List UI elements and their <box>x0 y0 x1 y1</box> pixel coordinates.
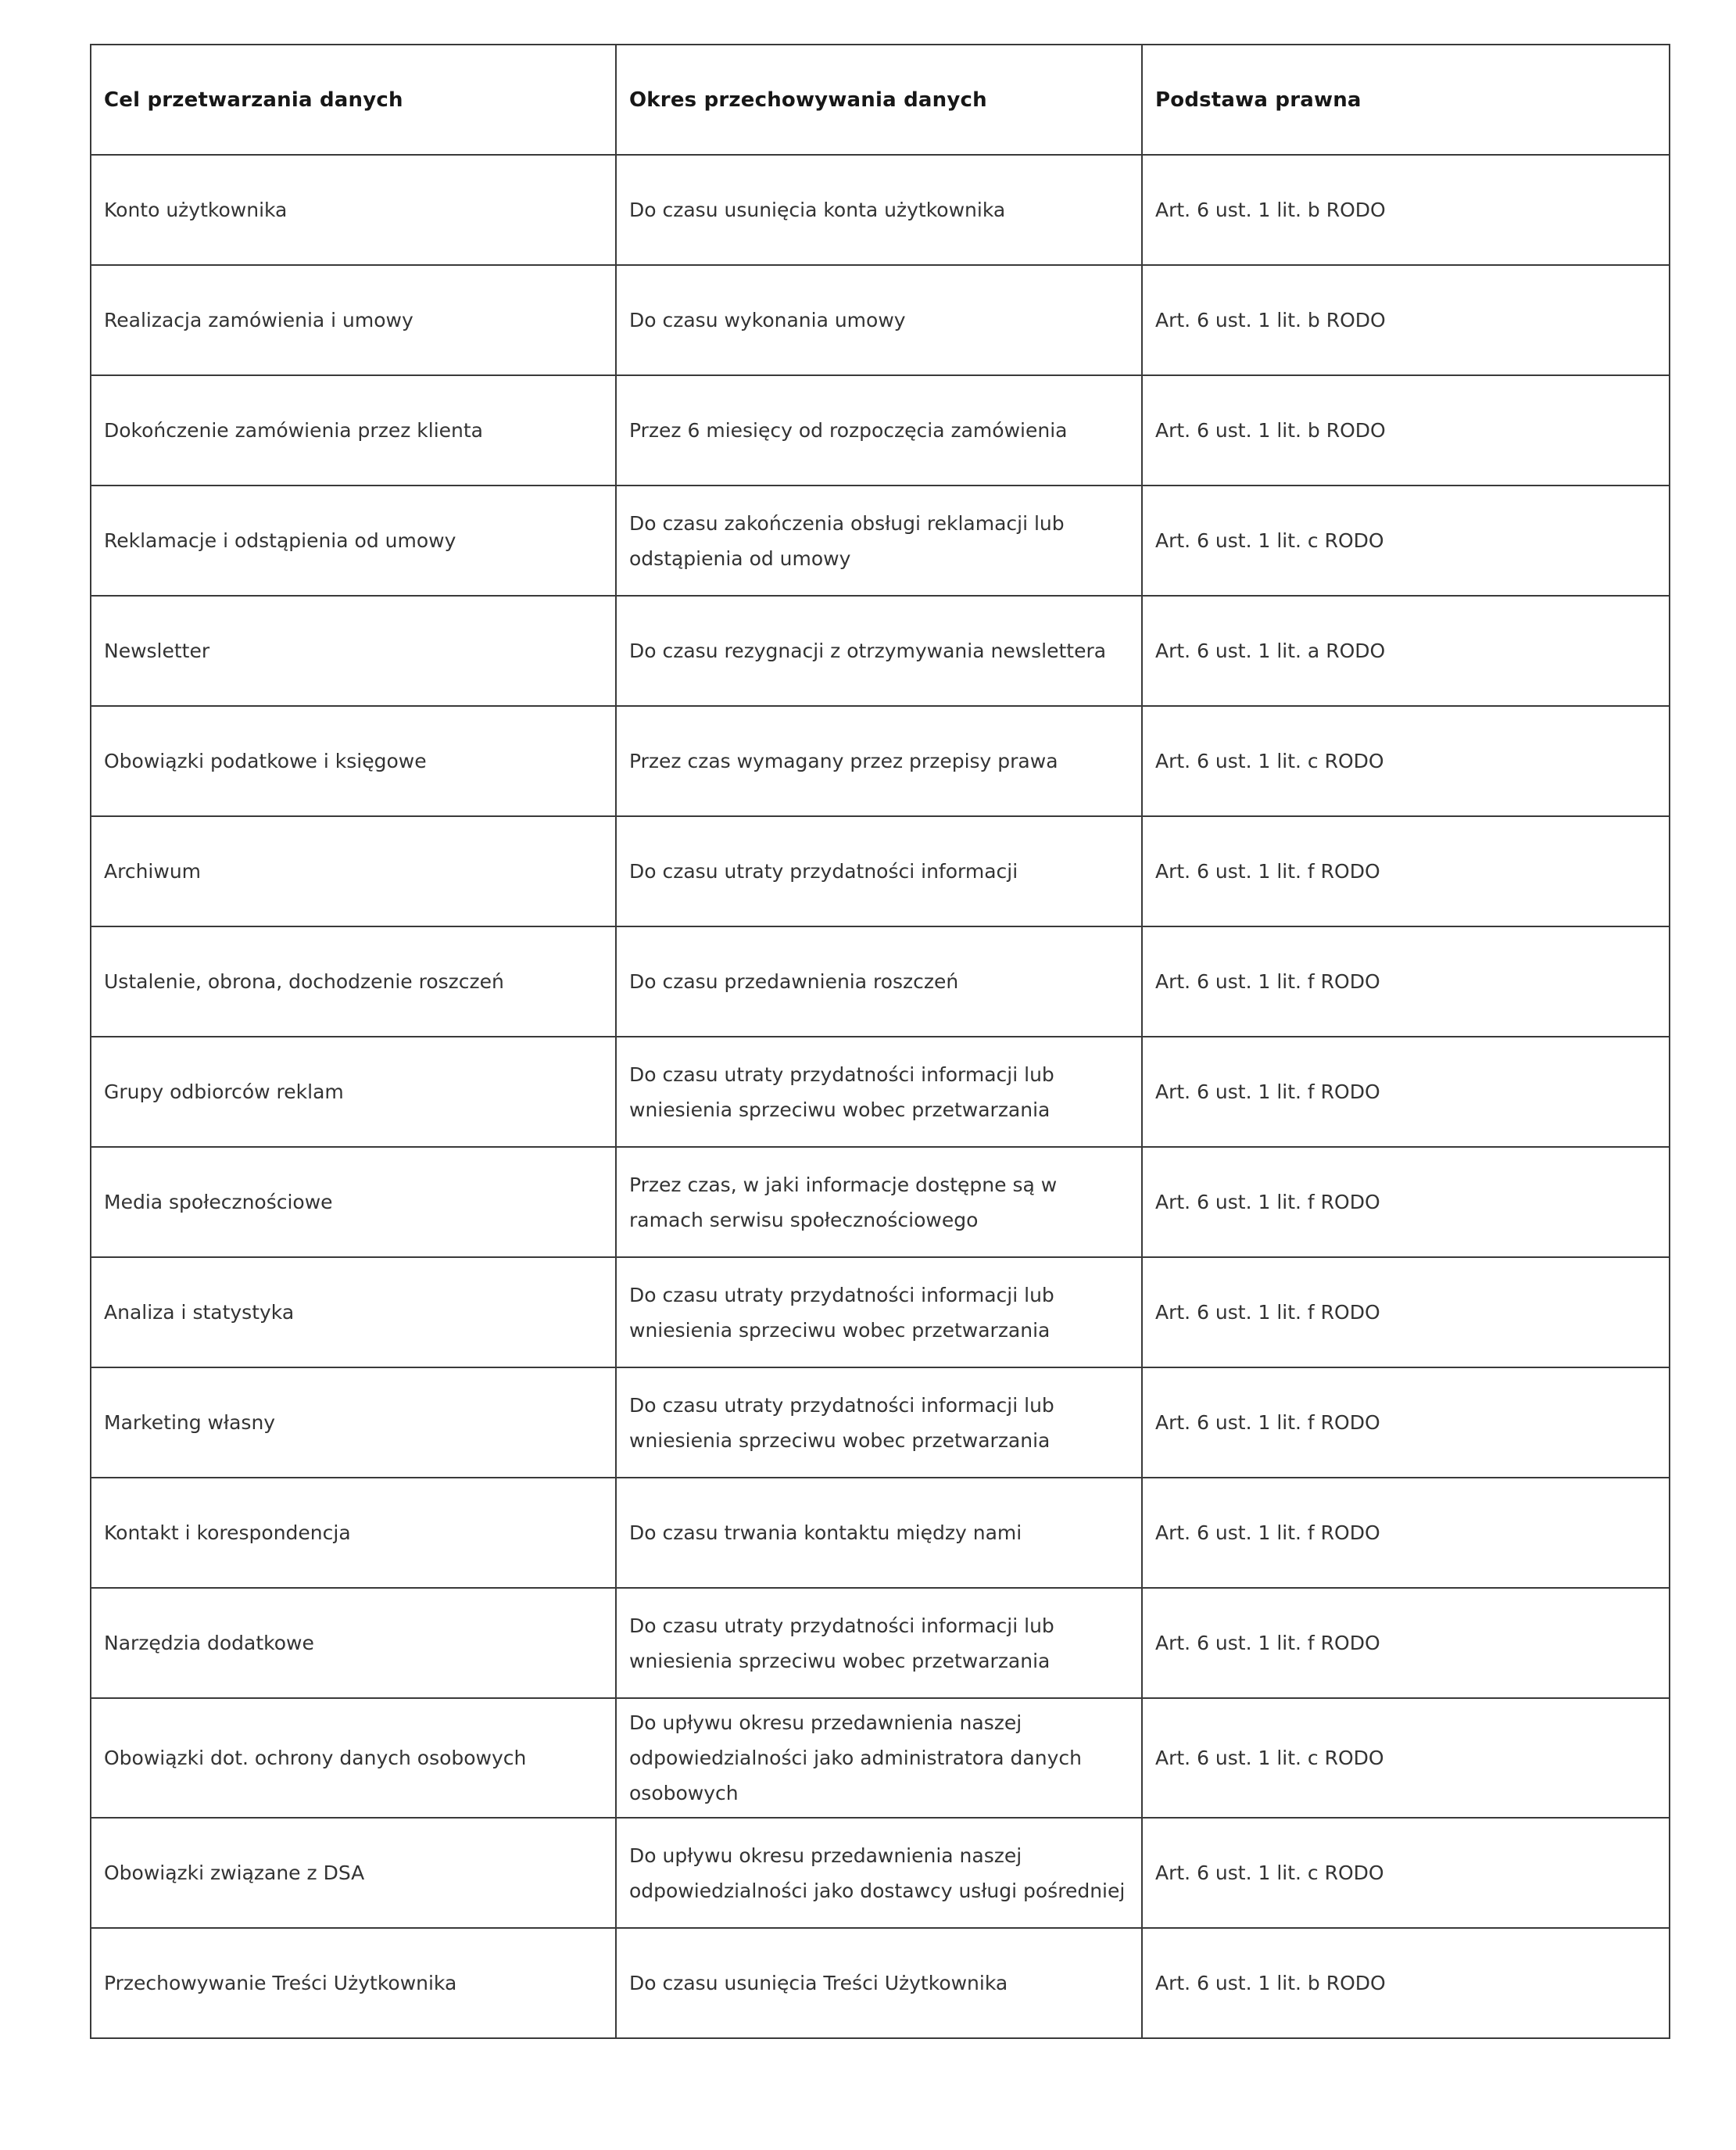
cell-purpose: Kontakt i korespondencja <box>91 1478 616 1588</box>
cell-purpose: Przechowywanie Treści Użytkownika <box>91 1928 616 2038</box>
cell-purpose: Media społecznościowe <box>91 1147 616 1257</box>
table-row <box>91 155 1670 265</box>
cell-legal-basis: Art. 6 ust. 1 lit. b RODO <box>1142 155 1670 265</box>
cell-legal-basis: Art. 6 ust. 1 lit. f RODO <box>1142 1588 1670 1698</box>
cell-legal-basis: Art. 6 ust. 1 lit. b RODO <box>1142 375 1670 486</box>
cell-purpose: Reklamacje i odstąpienia od umowy <box>91 486 616 596</box>
cell-retention-period: Do upływu okresu przedawnienia naszej odpowiedzialności jako dostawcy usługi pośredniej <box>616 1818 1142 1928</box>
cell-retention-period: Do czasu utraty przydatności informacji lub wniesienia sprzeciwu wobec przetwarzania <box>616 1367 1142 1478</box>
table-row <box>91 1588 1670 1698</box>
table-row <box>91 375 1670 486</box>
column-header-legal-basis: Podstawa prawna <box>1142 45 1670 155</box>
cell-retention-period: Do czasu zakończenia obsługi reklamacji lub odstąpienia od umowy <box>616 486 1142 596</box>
cell-purpose: Archiwum <box>91 816 616 926</box>
cell-purpose: Obowiązki dot. ochrony danych osobowych <box>91 1698 616 1818</box>
table-row <box>91 926 1670 1037</box>
column-header-retention-period: Okres przechowywania danych <box>616 45 1142 155</box>
cell-purpose: Konto użytkownika <box>91 155 616 265</box>
table-row <box>91 265 1670 375</box>
cell-legal-basis: Art. 6 ust. 1 lit. f RODO <box>1142 1257 1670 1367</box>
cell-retention-period: Do czasu utraty przydatności informacji lub wniesienia sprzeciwu wobec przetwarzania <box>616 1257 1142 1367</box>
cell-retention-period: Do upływu okresu przedawnienia naszej odpowiedzialności jako administratora danych osobowych <box>616 1698 1142 1818</box>
cell-purpose: Narzędzia dodatkowe <box>91 1588 616 1698</box>
cell-purpose: Dokończenie zamówienia przez klienta <box>91 375 616 486</box>
table-row <box>91 1698 1670 1818</box>
data-processing-table <box>90 44 1670 2039</box>
cell-purpose: Obowiązki związane z DSA <box>91 1818 616 1928</box>
table-row <box>91 1147 1670 1257</box>
cell-legal-basis: Art. 6 ust. 1 lit. c RODO <box>1142 486 1670 596</box>
cell-retention-period: Przez 6 miesięcy od rozpoczęcia zamówienia <box>616 375 1142 486</box>
cell-legal-basis: Art. 6 ust. 1 lit. c RODO <box>1142 706 1670 816</box>
cell-retention-period: Do czasu przedawnienia roszczeń <box>616 926 1142 1037</box>
cell-legal-basis: Art. 6 ust. 1 lit. f RODO <box>1142 1367 1670 1478</box>
cell-retention-period: Do czasu utraty przydatności informacji <box>616 816 1142 926</box>
cell-legal-basis: Art. 6 ust. 1 lit. f RODO <box>1142 1037 1670 1147</box>
cell-purpose: Obowiązki podatkowe i księgowe <box>91 706 616 816</box>
table-row <box>91 706 1670 816</box>
cell-retention-period: Przez czas, w jaki informacje dostępne są w ramach serwisu społecznościowego <box>616 1147 1142 1257</box>
cell-legal-basis: Art. 6 ust. 1 lit. f RODO <box>1142 926 1670 1037</box>
cell-retention-period: Do czasu trwania kontaktu między nami <box>616 1478 1142 1588</box>
cell-legal-basis: Art. 6 ust. 1 lit. c RODO <box>1142 1818 1670 1928</box>
cell-retention-period: Do czasu rezygnacji z otrzymywania newslettera <box>616 596 1142 706</box>
cell-purpose: Grupy odbiorców reklam <box>91 1037 616 1147</box>
table-row <box>91 816 1670 926</box>
cell-legal-basis: Art. 6 ust. 1 lit. b RODO <box>1142 1928 1670 2038</box>
cell-purpose: Realizacja zamówienia i umowy <box>91 265 616 375</box>
cell-legal-basis: Art. 6 ust. 1 lit. f RODO <box>1142 1147 1670 1257</box>
cell-retention-period: Do czasu usunięcia Treści Użytkownika <box>616 1928 1142 2038</box>
column-header-purpose: Cel przetwarzania danych <box>91 45 616 155</box>
cell-purpose: Marketing własny <box>91 1367 616 1478</box>
cell-retention-period: Przez czas wymagany przez przepisy prawa <box>616 706 1142 816</box>
cell-purpose: Newsletter <box>91 596 616 706</box>
table-row <box>91 596 1670 706</box>
table-header-row <box>91 45 1670 155</box>
cell-legal-basis: Art. 6 ust. 1 lit. b RODO <box>1142 265 1670 375</box>
cell-retention-period: Do czasu utraty przydatności informacji lub wniesienia sprzeciwu wobec przetwarzania <box>616 1037 1142 1147</box>
cell-legal-basis: Art. 6 ust. 1 lit. c RODO <box>1142 1698 1670 1818</box>
table-row <box>91 1478 1670 1588</box>
cell-retention-period: Do czasu usunięcia konta użytkownika <box>616 155 1142 265</box>
cell-legal-basis: Art. 6 ust. 1 lit. f RODO <box>1142 816 1670 926</box>
cell-retention-period: Do czasu utraty przydatności informacji lub wniesienia sprzeciwu wobec przetwarzania <box>616 1588 1142 1698</box>
table-row <box>91 1928 1670 2038</box>
table-row <box>91 1818 1670 1928</box>
cell-purpose: Analiza i statystyka <box>91 1257 616 1367</box>
table-row <box>91 486 1670 596</box>
table-row <box>91 1037 1670 1147</box>
cell-retention-period: Do czasu wykonania umowy <box>616 265 1142 375</box>
cell-legal-basis: Art. 6 ust. 1 lit. f RODO <box>1142 1478 1670 1588</box>
table-row <box>91 1257 1670 1367</box>
cell-legal-basis: Art. 6 ust. 1 lit. a RODO <box>1142 596 1670 706</box>
table-row <box>91 1367 1670 1478</box>
cell-purpose: Ustalenie, obrona, dochodzenie roszczeń <box>91 926 616 1037</box>
